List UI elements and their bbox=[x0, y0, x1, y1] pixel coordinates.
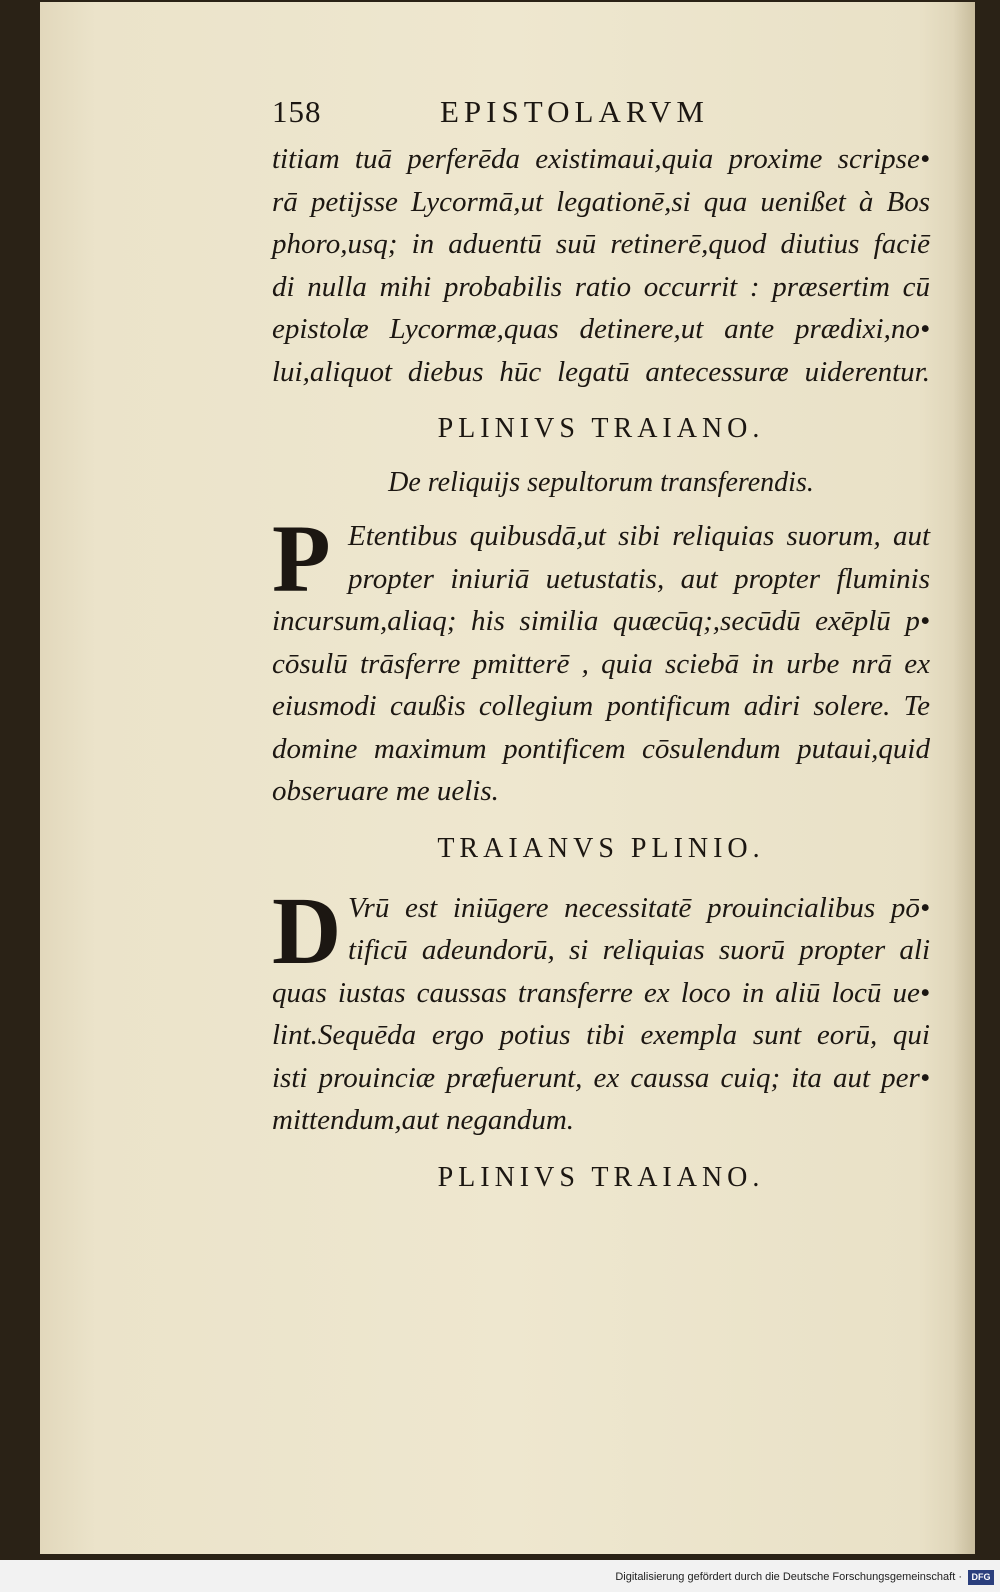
letter-heading: TRAIANVS PLINIO. bbox=[437, 832, 765, 864]
text-line: di nulla mihi probabilis ratio occurrit : præsertim cū bbox=[272, 270, 930, 303]
text-line: eiusmodi caußis collegium pontificum adiri solere. Te bbox=[272, 690, 930, 722]
text-line: Etentibus quibusdā,ut sibi reliquias suorum, aut bbox=[348, 520, 930, 552]
text-line: isti prouinciæ præfuerunt, ex caussa cuiq; ita aut per• bbox=[272, 1061, 930, 1094]
book-page bbox=[40, 2, 975, 1554]
drop-cap: P bbox=[272, 505, 331, 612]
footer-credit: Digitalisierung gefördert durch die Deutsche Forschungsgemeinschaft · bbox=[615, 1571, 962, 1583]
text-line: lint.Sequēda ergo potius tibi exempla sunt eorū, qui bbox=[272, 1019, 930, 1051]
text-line: phoro,usq; in aduentū suū retinerē,quod diutius faciē bbox=[272, 228, 930, 260]
page-number: 158 bbox=[272, 94, 322, 129]
continuation-paragraph bbox=[272, 138, 942, 393]
text-line: rā petijsse Lycormā,ut legationē,si qua uenißet à Bos bbox=[272, 185, 930, 218]
text-line: tificū adeundorū, si reliquias suorū propter ali bbox=[348, 934, 930, 966]
text-line: cōsulū trāsferre pmitterē , quia sciebā in urbe nrā ex bbox=[272, 647, 930, 680]
letter-paragraph bbox=[272, 505, 942, 813]
text-line: titiam tuā perferēda existimaui,quia proxime scripse• bbox=[272, 143, 930, 175]
letter-subheading: De reliquijs sepultorum transferendis. bbox=[388, 467, 814, 498]
text-line: Vrū est iniūgere necessitatē prouincialibus pō• bbox=[348, 891, 930, 924]
text-line: lui,aliquot diebus hūc legatū antecessuræ uiderentur. bbox=[272, 355, 930, 388]
digitization-footer bbox=[0, 1560, 1000, 1592]
text-line: epistolæ Lycormæ,quas detinere,ut ante prædixi,no• bbox=[272, 313, 930, 345]
text-line: incursum,aliaq; his similia quæcūq;,secūdū exēplū p• bbox=[272, 605, 930, 637]
letter-heading: PLINIVS TRAIANO. bbox=[437, 413, 765, 444]
running-head bbox=[272, 94, 942, 138]
dfg-logo: DFG bbox=[968, 1570, 994, 1585]
text-line: mittendum,aut negandum. bbox=[272, 1104, 575, 1136]
text-line: quas iustas caussas transferre ex loco in aliū locū ue• bbox=[272, 976, 930, 1009]
letter-paragraph bbox=[272, 876, 942, 1142]
text-block bbox=[272, 94, 942, 1216]
letter-heading: PLINIVS TRAIANO. bbox=[437, 1161, 765, 1193]
drop-cap: D bbox=[272, 876, 342, 984]
text-line: propter iniuriā uetustatis, aut propter fluminis bbox=[348, 562, 930, 595]
page-edge-shadow bbox=[953, 2, 975, 1554]
text-line: obseruare me uelis. bbox=[272, 775, 499, 807]
running-title: EPISTOLARVM bbox=[440, 94, 709, 129]
text-line: domine maximum pontificem cōsulendum putaui,quid bbox=[272, 732, 930, 765]
